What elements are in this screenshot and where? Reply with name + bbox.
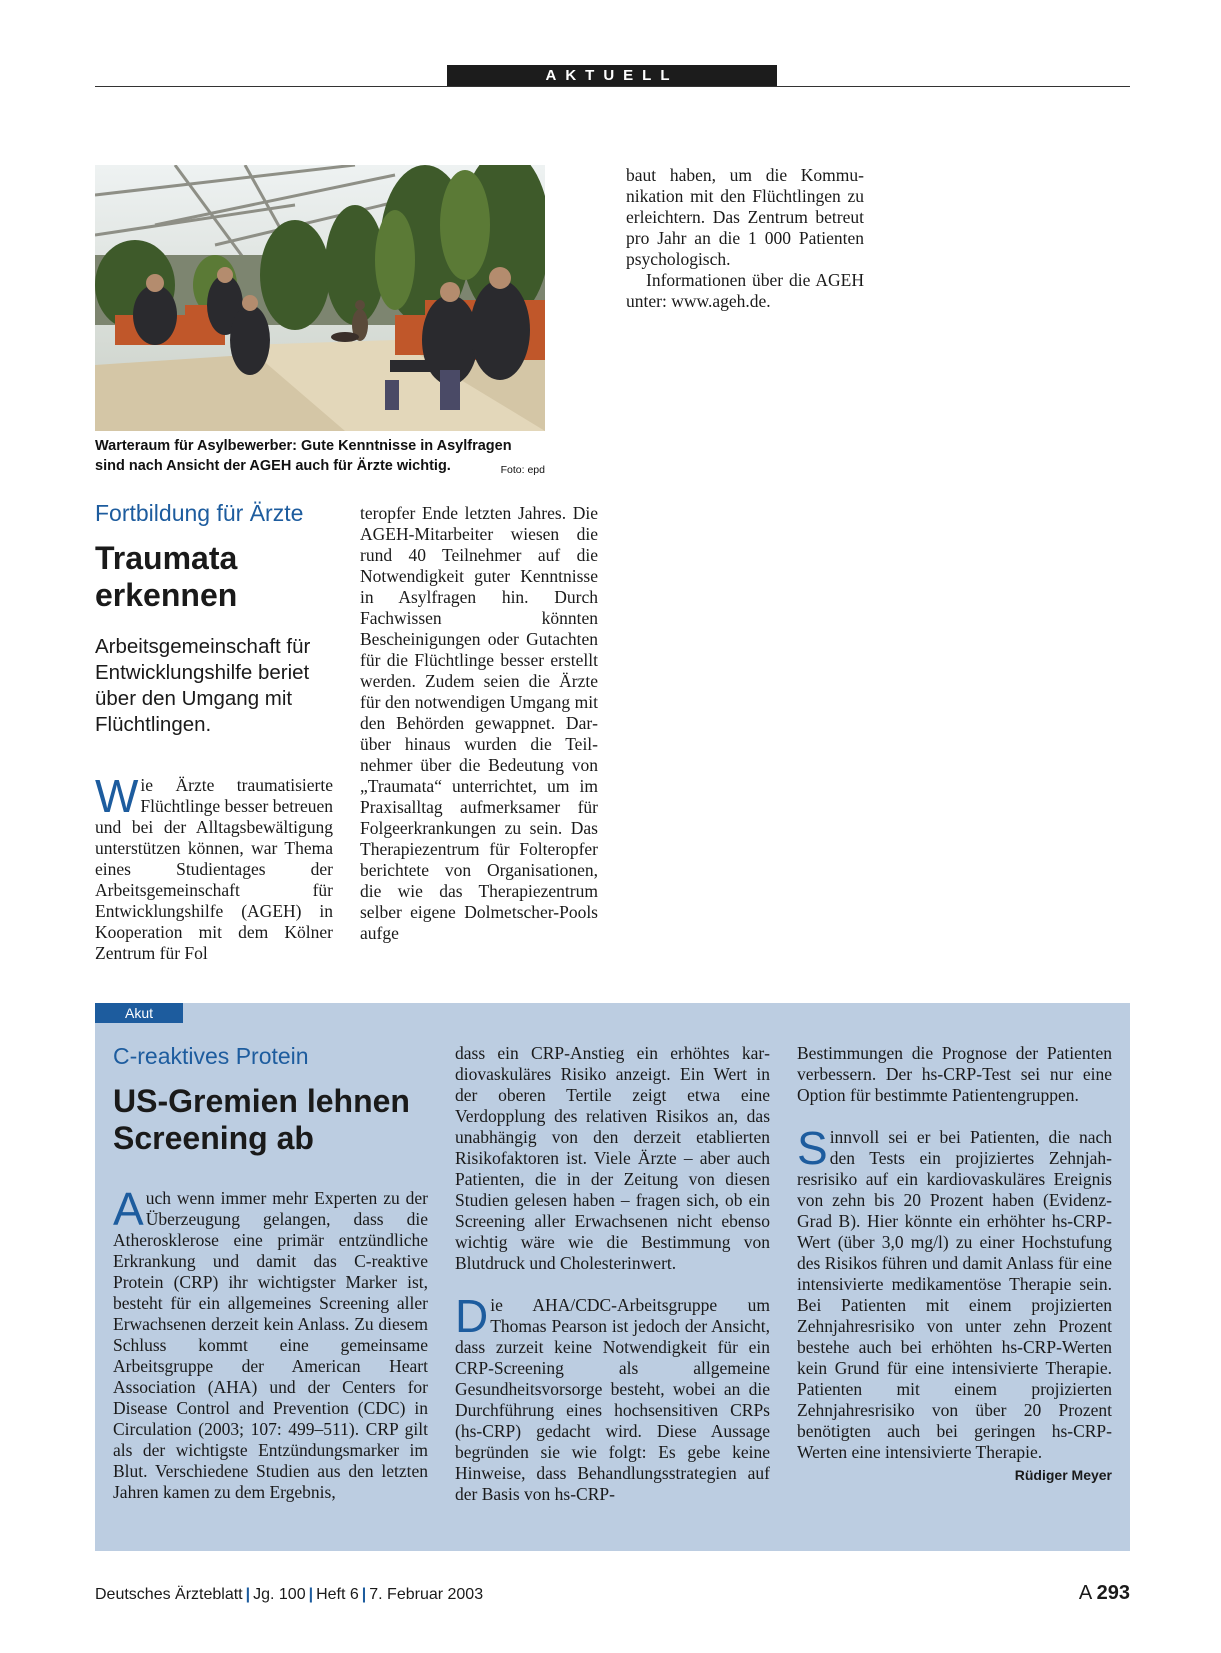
- footer-journal: Deutsches Ärzteblatt: [95, 1586, 243, 1603]
- footer-date: 7. Februar 2003: [369, 1586, 484, 1603]
- footer-separator: |: [245, 1586, 251, 1603]
- footer-issue: Heft 6: [316, 1586, 359, 1603]
- section-label: AKTUELL: [447, 65, 777, 86]
- article2-dropcap1: A: [113, 1183, 144, 1235]
- article1-teaser: Arbeitsgemeinschaft für Entwicklungshilfe beriet über den Umgang mit Flüchtlingen.: [95, 635, 311, 736]
- article2-col2-para1: dass ein CRP-Anstieg ein erhöhtes kardiovaskuläres Risiko anzeigt. Ein Wert in der oberen Tertile zeigt etwa eine Verdopplung des relativen Risikos an, das unabhängig von den derzeit etablierten Risikofaktoren ist. Viele Ärzte – aber auch Patienten, die in der Zeitung von diesen Studien gelesen haben – fragen sich, ob ein Screening aller Erwachsenen nicht ebenso wichtig wäre wie die Bestimmung von Blutdruck und Cholesterinwert.: [455, 1043, 770, 1273]
- article2-headline-line1: US-Gremien lehnen: [113, 1083, 410, 1119]
- article2-headline-line2: Screening ab: [113, 1120, 314, 1156]
- photo-caption: [95, 436, 545, 480]
- photo-credit: Foto: epd: [500, 464, 545, 476]
- article1-col1-text: ie Ärzte traumatisierte Flüchtlinge besser betreuen und bei der Alltagsbewältigung unterstützen können, war Thema eines Studientages der Arbeitsgemeinschaft für Entwicklungshilfe (AGEH) in Kooperation mit dem Kölner Zentrum für Fol: [95, 775, 333, 963]
- footer-separator: |: [361, 1586, 367, 1603]
- article1-col3-para2: Informationen über die AGEH unter: www.ageh.de.: [626, 270, 864, 311]
- waiting-room-photo: [95, 165, 545, 431]
- article2-col1-text: uch wenn immer mehr Experten zu der Überzeugung gelangen, dass die Atherosklerose eine primär entzündliche Erkrankung und damit das C-reaktive Protein (CRP) ihr wichtigster Marker ist, besteht für ein allgemeines Screening aller Erwachsenen derzeit kein Anlass. Zu diesem Schluss kommt eine gemeinsame Arbeitsgruppe der American Heart Association (AHA) und der Centers for Disease Control and Prevention (CDC) in Circulation (2003; 107: 499–511). CRP gilt als der wichtigste Entzündungsmarker im Blut. Verschiedene Studien aus den letzten Jahren kamen zu dem Ergebnis,: [113, 1188, 428, 1502]
- article1-col2-text: teropfer Ende letzten Jahres. Die AGEH-Mitarbeiter wiesen die rund 40 Teilnehmer auf die Notwendigkeit guter Kenntnisse in Asylfragen hin. Durch Fachwissen könnten Bescheinigungen oder Gutachten für die Flüchtlinge besser erstellt werden. Zudem seien die Ärzte für den notwendigen Umgang mit den Behörden gewappnet. Darüber hinaus wurden die Teilnehmer über die Bedeutung von „Traumata“ unterrichtet, um im Praxisalltag aufmerksamer für Folgeerkrankungen zu sein. Das Therapiezentrum für Folteropfer berichtete von Organisationen, die wie das Therapiezentrum selber eigene Dolmetscher-Pools aufge: [360, 503, 598, 943]
- box-tag: Akut: [95, 1003, 183, 1023]
- article2-col2-para2: ie AHA/CDC-Arbeitsgruppe um Thomas Pearson ist jedoch der Ansicht, dass zurzeit keine Notwendigkeit für ein CRP-Screening als allgemeine Gesundheitsvorsorge besteht, wobei an die Durchführung eines hochsensitiven CRPs (hs-CRP) gedacht wird. Diese Aussage begründen sie wie folgt: Es gebe keine Hinweise, dass Behandlungsstrategien auf der Basis von hs-CRP-: [455, 1295, 770, 1504]
- article1-dropcap: W: [95, 770, 139, 822]
- article2-col3-para1: Bestimmungen die Prognose der Patienten verbessern. Der hs-CRP-Test sei nur eine Option für bestimmte Patientengruppen.: [797, 1043, 1112, 1105]
- article2-dropcap3: S: [797, 1122, 828, 1174]
- article2-kicker: C-reaktives Protein: [113, 1043, 309, 1069]
- footer: [95, 1586, 483, 1604]
- caption-text: Warteraum für Asylbewerber: Gute Kenntnisse in Asylfragen sind nach Ansicht der AGEH auch für Ärzte wichtig.: [95, 438, 512, 474]
- article1-column3: [626, 165, 864, 312]
- footer-separator: |: [308, 1586, 314, 1603]
- article2-dropcap2: D: [455, 1290, 489, 1342]
- footer-volume: Jg. 100: [253, 1586, 306, 1603]
- article2-column3: [797, 1043, 1112, 1486]
- article1-headline-line2: erkennen: [95, 577, 238, 613]
- article2-column2: [455, 1043, 770, 1505]
- article1-column2: [360, 503, 598, 944]
- article1-headline-line1: Traumata: [95, 540, 238, 576]
- page-number: [1079, 1582, 1130, 1605]
- article1-headline: [95, 540, 237, 614]
- article2-author: Rüdiger Meyer: [1014, 1467, 1112, 1483]
- page-prefix: A: [1078, 1582, 1092, 1604]
- page-number-value: 293: [1096, 1582, 1130, 1604]
- photo-illustration: [95, 165, 545, 431]
- article1-kicker: Fortbildung für Ärzte: [95, 500, 304, 526]
- article2-column1: [113, 1183, 428, 1503]
- article1-col3-para1: baut haben, um die Kommunikation mit den Flüchtlingen zu erleichtern. Das Zentrum betreut pro Jahr an die 1 000 Patienten psychologisch.: [626, 165, 864, 269]
- header-rule: [95, 86, 1130, 87]
- article2-headline: [113, 1083, 410, 1157]
- article2-col3-para2: innvoll sei er bei Patienten, die nach den Tests ein projiziertes Zehnjahresrisiko auf ein kardiovaskuläres Ereignis von zehn bis 20 Prozent haben (Evidenz-Grad B). Hier könnte ein erhöhter hs-CRP-Wert (über 3,0 mg/l) zu einer Hochstufung des Risikos führen und damit Anlass für eine intensivierte medikamentöse Therapie sein. Bei Patienten mit einem projizierten Zehnjahresrisiko von unter zehn Prozent bestehe auch bei erhöhten hs-CRP-Werten kein Grund für eine intensivierte Therapie. Patienten mit einem projizierten Zehnjahresrisiko von über 20 Prozent benötigten auch bei geringen hs-CRP-Werten eine intensivierte Therapie.: [797, 1127, 1112, 1462]
- article1-column1: [95, 770, 333, 964]
